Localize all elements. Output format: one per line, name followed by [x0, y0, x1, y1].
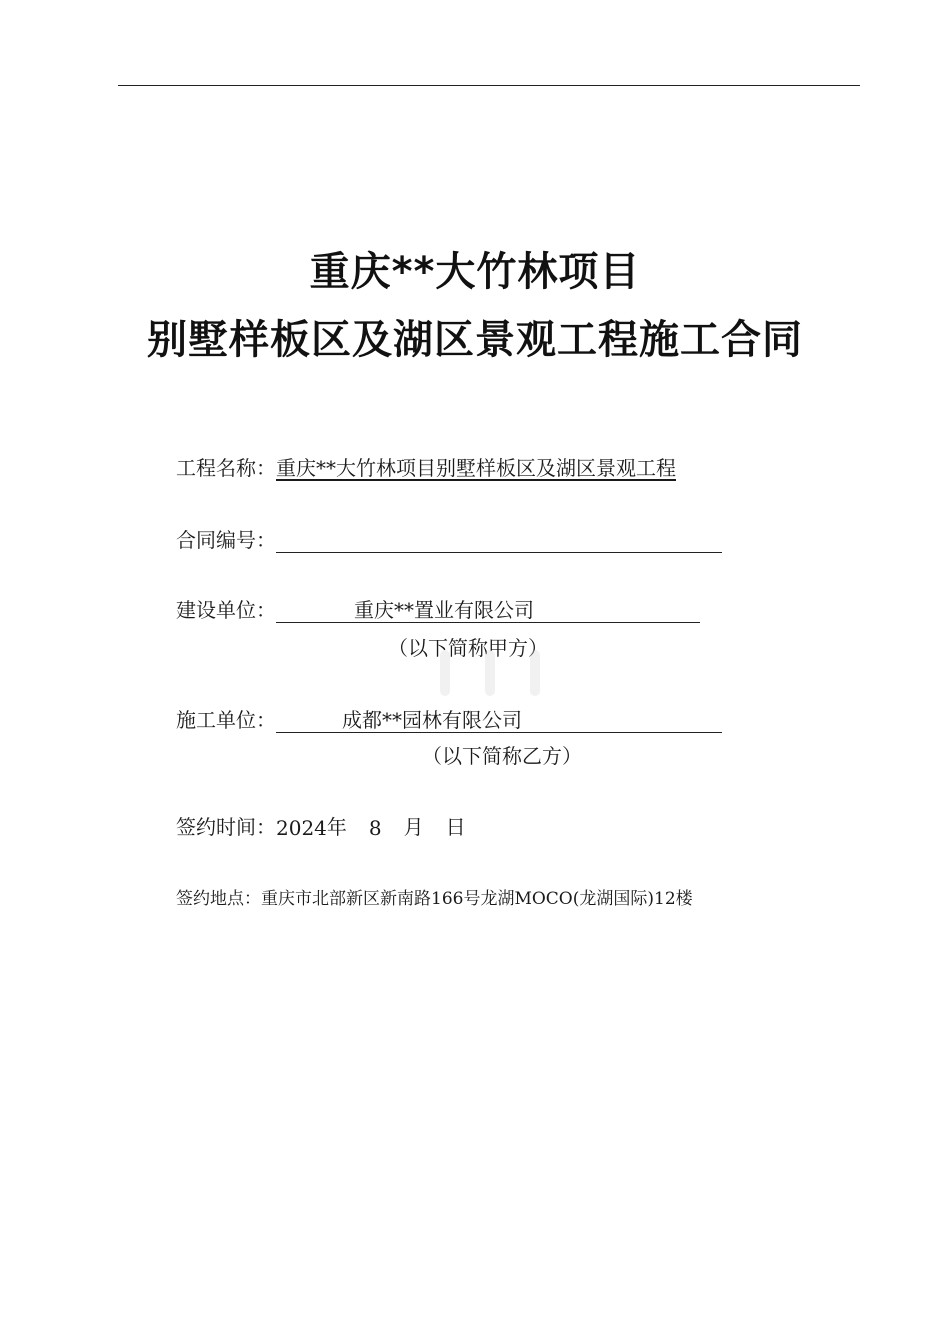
sign-place-field	[176, 884, 693, 909]
client-alias-note: （以下简称甲方）	[388, 636, 548, 660]
project-name-label: 工程名称：	[176, 456, 276, 480]
contract-title-line-2: 别墅样板区及湖区景观工程施工合同	[147, 317, 803, 363]
client-label: 建设单位：	[176, 598, 276, 622]
sign-date-field	[176, 811, 466, 840]
sign-place-label: 签约地点：	[176, 889, 261, 909]
project-name-value: 重庆**大竹林项目别墅样板区及湖区景观工程	[276, 456, 676, 480]
sign-date-year-unit: 年	[326, 815, 347, 839]
sign-place-value: 重庆市北部新区新南路166号龙湖MOCO(龙湖国际)12楼	[261, 889, 693, 909]
contract-number-field	[176, 524, 722, 553]
client-value: 重庆**置业有限公司	[276, 597, 700, 623]
watermark-mark	[440, 650, 540, 698]
sign-date-day-unit: 日	[445, 815, 466, 839]
header-rule	[118, 85, 860, 86]
client-field	[176, 594, 700, 623]
contractor-alias-note: （以下简称乙方）	[422, 744, 582, 768]
sign-date-year: 2024	[276, 816, 327, 840]
contractor-value: 成都**园林有限公司	[276, 707, 722, 733]
sign-date-month: 8	[368, 816, 382, 840]
contract-number-label: 合同编号：	[176, 528, 276, 552]
sign-date-month-unit: 月	[403, 815, 424, 839]
contractor-field	[176, 704, 722, 733]
project-name-field	[176, 452, 676, 481]
sign-date-label: 签约时间：	[176, 815, 276, 839]
contract-number-blank	[276, 526, 722, 553]
contract-title-line-1: 重庆**大竹林项目	[309, 249, 641, 295]
contractor-label: 施工单位：	[176, 708, 276, 732]
